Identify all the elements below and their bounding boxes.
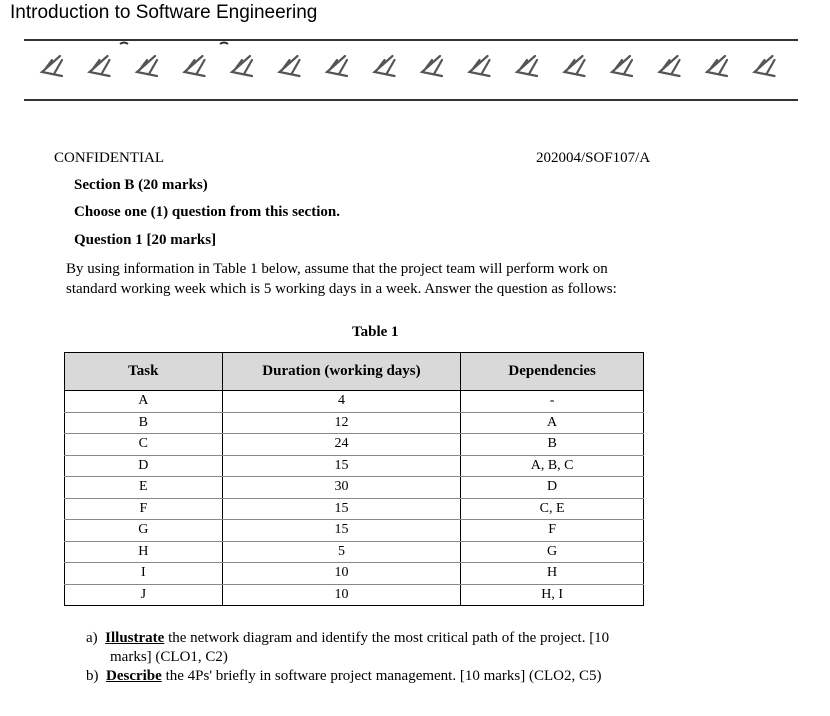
table-row bbox=[65, 563, 644, 585]
task-cell: C bbox=[65, 434, 223, 456]
question-heading: Question 1 [20 marks] bbox=[74, 232, 217, 248]
dependency-cell: A, B, C bbox=[461, 455, 644, 477]
dependency-cell: F bbox=[461, 520, 644, 542]
intro-line-1: By using information in Table 1 below, assume that the project team will perform work on bbox=[66, 261, 608, 277]
task-cell: F bbox=[65, 498, 223, 520]
question-a-label: a) bbox=[86, 630, 98, 646]
table-row bbox=[65, 520, 644, 542]
duration-cell: 10 bbox=[222, 563, 461, 585]
dependency-cell: D bbox=[461, 477, 644, 499]
question-b-verb: Describe bbox=[106, 668, 162, 684]
task-cell: J bbox=[65, 584, 223, 606]
table-caption: Table 1 bbox=[352, 324, 399, 340]
table-row bbox=[65, 498, 644, 520]
question-a-text: the network diagram and identify the most critical path of the project. [10 bbox=[164, 630, 610, 646]
table-header-row bbox=[65, 353, 644, 391]
bird-icons bbox=[42, 56, 775, 76]
table-row bbox=[65, 412, 644, 434]
header-dependencies: Dependencies bbox=[461, 353, 644, 391]
bird-icon bbox=[707, 56, 727, 76]
task-cell: I bbox=[65, 563, 223, 585]
bird-icon bbox=[660, 56, 680, 76]
bird-icon bbox=[327, 56, 347, 76]
header-task: Task bbox=[65, 353, 223, 391]
table-row bbox=[65, 584, 644, 606]
section-heading: Section B (20 marks) bbox=[74, 177, 208, 193]
confidential-label: CONFIDENTIAL bbox=[54, 150, 164, 166]
question-b-label: b) bbox=[86, 668, 99, 684]
bird-icon bbox=[755, 56, 775, 76]
table-row bbox=[65, 455, 644, 477]
task-cell: E bbox=[65, 477, 223, 499]
duration-cell: 4 bbox=[222, 391, 461, 413]
table-row bbox=[65, 391, 644, 413]
question-a-continuation: marks] (CLO1, C2) bbox=[110, 649, 228, 665]
duration-cell: 12 bbox=[222, 412, 461, 434]
dependency-cell: H, I bbox=[461, 584, 644, 606]
question-b bbox=[86, 667, 676, 686]
duration-cell: 30 bbox=[222, 477, 461, 499]
slide-title: Introduction to Software Engineering bbox=[10, 2, 318, 23]
bird-icon bbox=[612, 56, 632, 76]
duration-cell: 5 bbox=[222, 541, 461, 563]
header-duration: Duration (working days) bbox=[222, 353, 461, 391]
bird-icon bbox=[42, 56, 62, 76]
duration-cell: 24 bbox=[222, 434, 461, 456]
dependency-cell: C, E bbox=[461, 498, 644, 520]
dependency-cell: G bbox=[461, 541, 644, 563]
bird-icon bbox=[280, 56, 300, 76]
intro-line-2: standard working week which is 5 working days in a week. Answer the question as follows: bbox=[66, 281, 617, 297]
sub-questions bbox=[86, 629, 676, 686]
bird-icon bbox=[422, 56, 442, 76]
duration-cell: 15 bbox=[222, 520, 461, 542]
duration-cell: 15 bbox=[222, 455, 461, 477]
duration-cell: 10 bbox=[222, 584, 461, 606]
decorative-banner bbox=[24, 36, 798, 104]
table-row bbox=[65, 434, 644, 456]
bird-icon bbox=[185, 56, 205, 76]
table-row bbox=[65, 541, 644, 563]
bird-icon bbox=[517, 56, 537, 76]
task-cell: B bbox=[65, 412, 223, 434]
question-a-verb: Illustrate bbox=[105, 630, 165, 646]
bird-icon bbox=[470, 56, 490, 76]
bird-icon bbox=[232, 56, 252, 76]
question-intro bbox=[66, 259, 686, 299]
duration-cell: 15 bbox=[222, 498, 461, 520]
task-cell: G bbox=[65, 520, 223, 542]
dependency-cell: A bbox=[461, 412, 644, 434]
question-b-text: the 4Ps' briefly in software project management. [10 marks] (CLO2, C5) bbox=[161, 668, 602, 684]
instruction-text: Choose one (1) question from this section. bbox=[74, 204, 340, 220]
task-cell: D bbox=[65, 455, 223, 477]
dependency-cell: B bbox=[461, 434, 644, 456]
paper-code: 202004/SOF107/A bbox=[536, 150, 651, 166]
bird-icon bbox=[375, 56, 395, 76]
task-cell: H bbox=[65, 541, 223, 563]
dependency-cell: - bbox=[461, 391, 644, 413]
task-cell: A bbox=[65, 391, 223, 413]
bird-icon bbox=[90, 56, 110, 76]
question-a bbox=[86, 629, 676, 648]
table-row bbox=[65, 477, 644, 499]
task-table bbox=[64, 352, 644, 606]
bird-icon bbox=[137, 56, 157, 76]
dependency-cell: H bbox=[461, 563, 644, 585]
bird-icon bbox=[565, 56, 585, 76]
